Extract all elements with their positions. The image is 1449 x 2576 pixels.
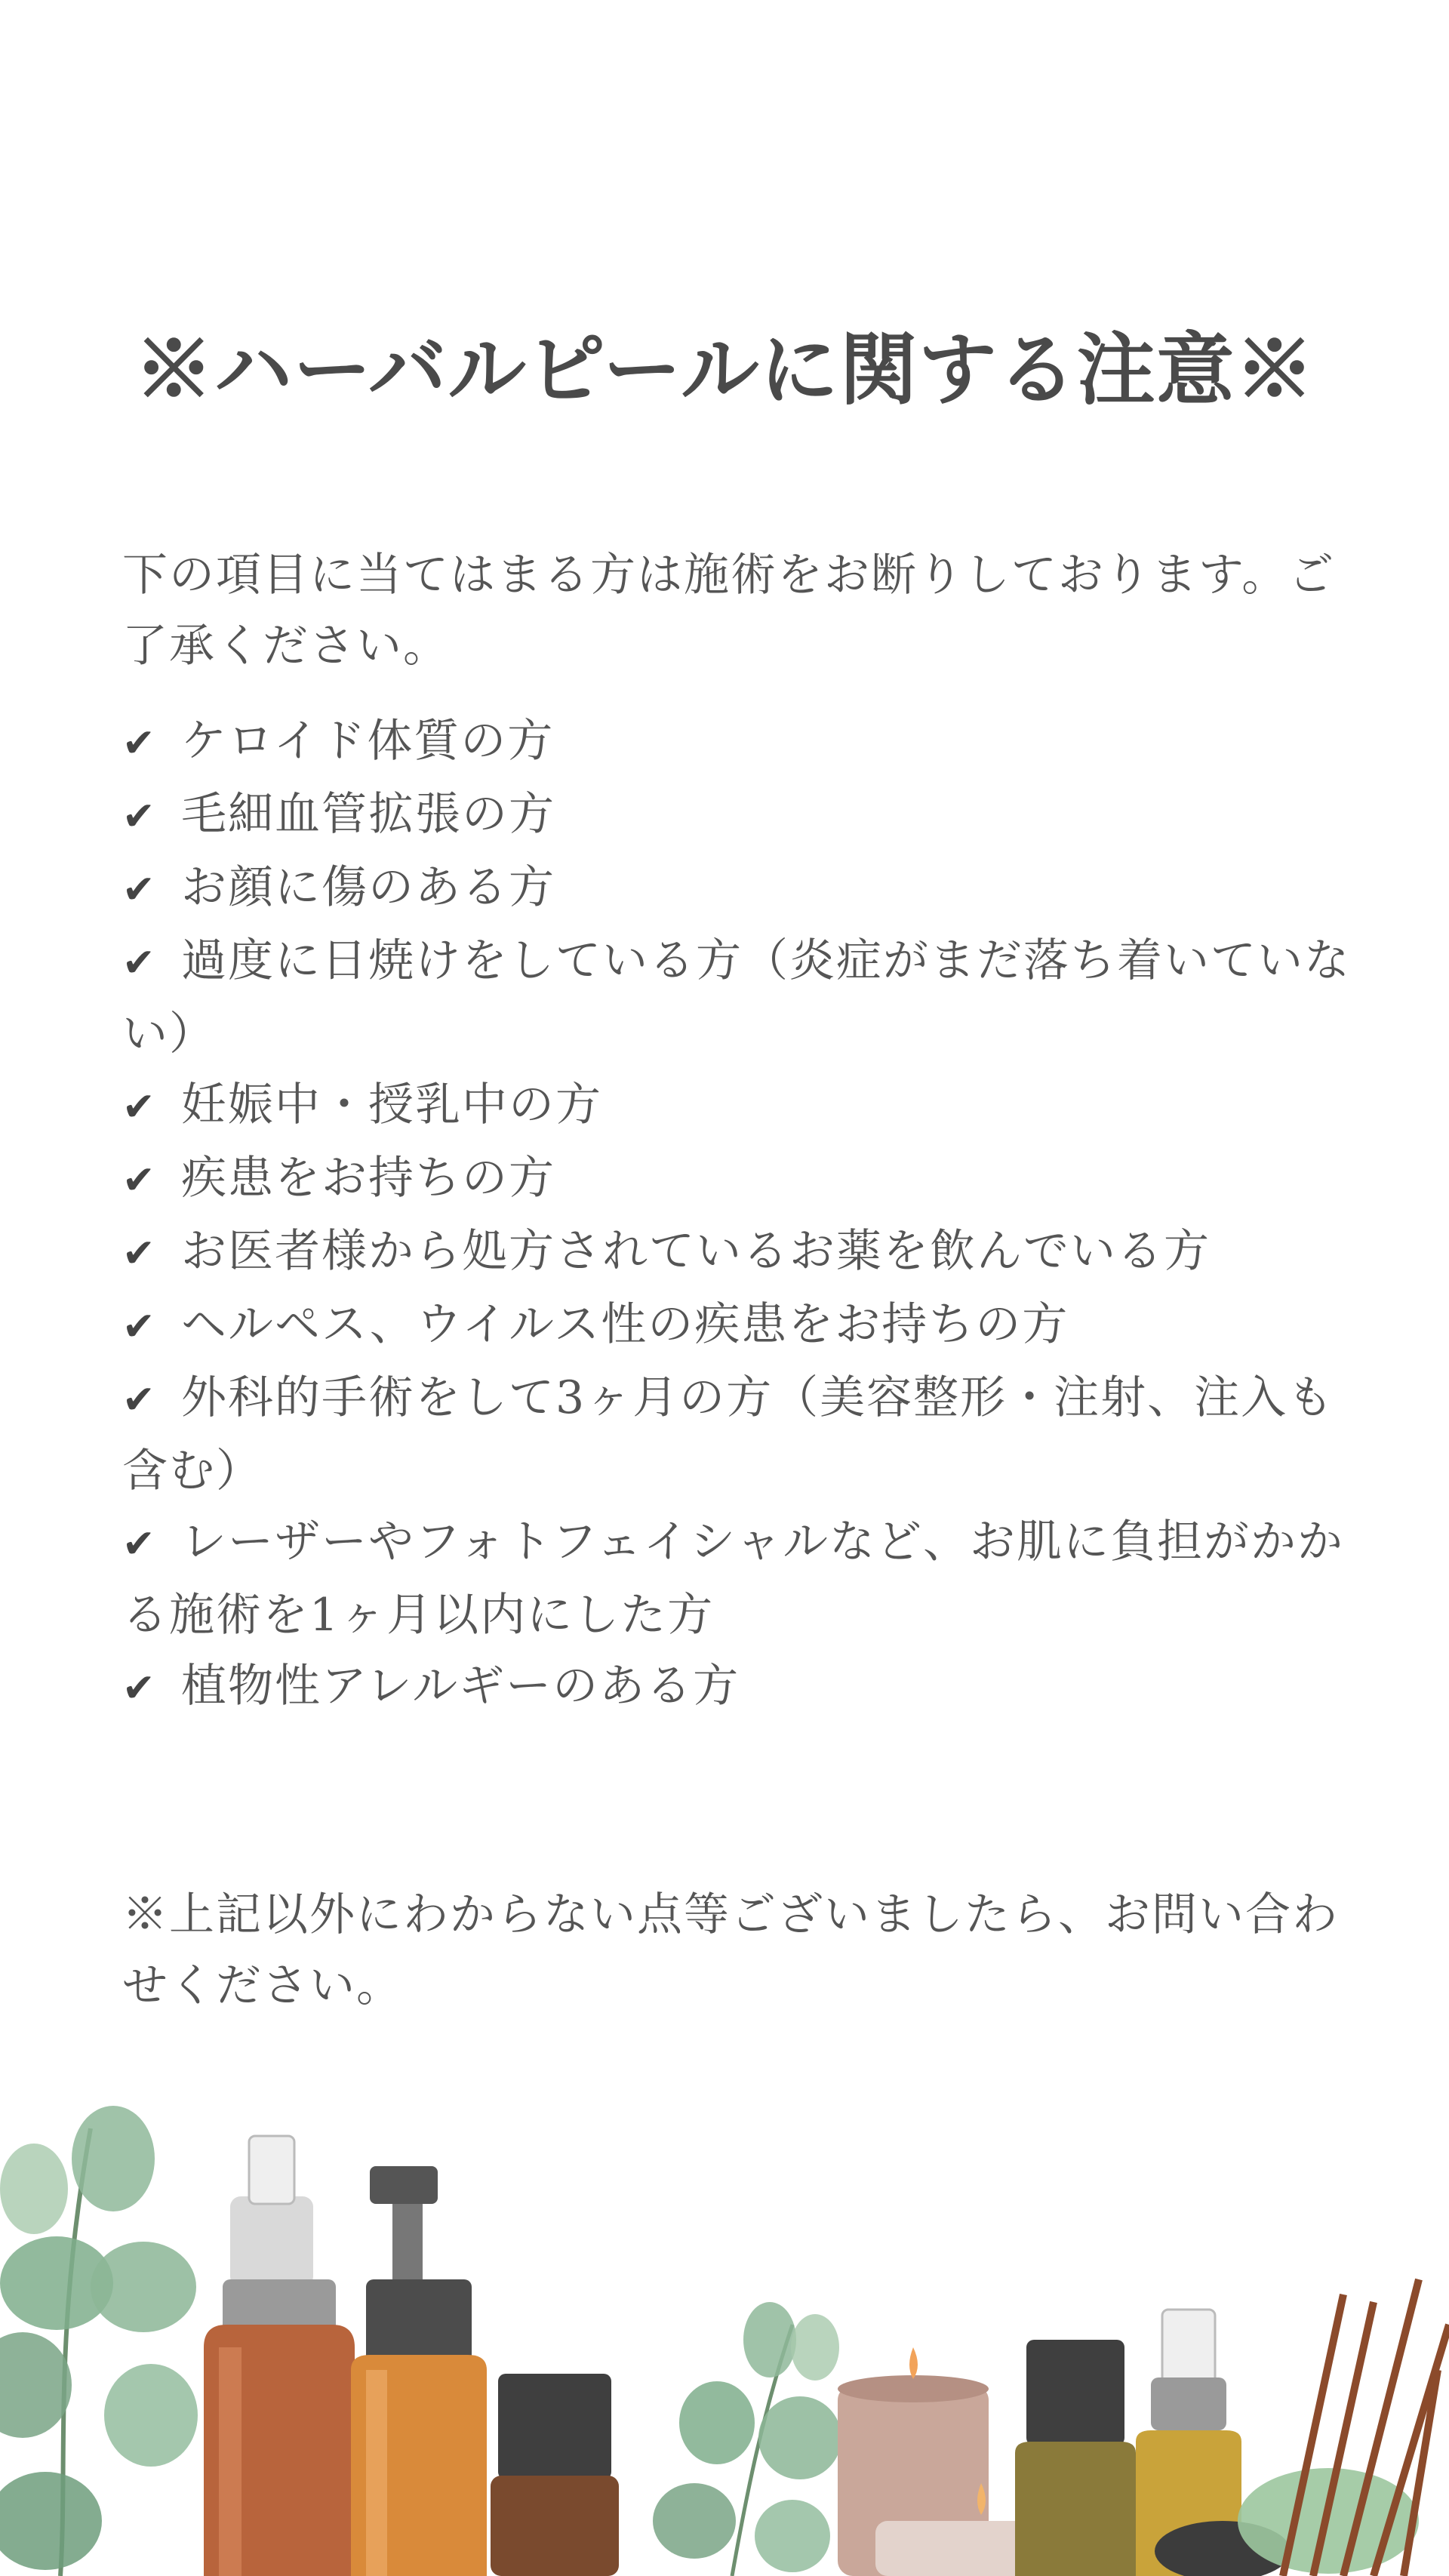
list-item [122, 925, 1360, 1069]
list-item-text: ケロイド体質の方 [181, 715, 555, 768]
exclusion-list [122, 706, 1360, 1724]
dropper-bottle-olive [1015, 2340, 1136, 2576]
check-icon: ✔ [122, 1158, 157, 1203]
check-icon: ✔ [122, 940, 157, 986]
check-icon: ✔ [122, 1666, 157, 1711]
check-icon: ✔ [122, 1377, 157, 1423]
list-item [122, 1069, 1360, 1143]
list-item [122, 1143, 1360, 1216]
list-item [122, 1651, 1360, 1724]
list-item [122, 852, 1360, 925]
list-item [122, 1362, 1360, 1507]
check-icon: ✔ [122, 1231, 157, 1276]
list-item [122, 1216, 1360, 1289]
pump-bottle [351, 2166, 487, 2576]
list-item [122, 706, 1360, 779]
list-item-text: お顔に傷のある方 [181, 861, 555, 914]
list-item-text: 外科的手術をして3ヶ月の方（美容整形・注射、注入も含む） [122, 1371, 1335, 1497]
check-icon: ✔ [122, 867, 157, 913]
check-icon: ✔ [122, 1304, 157, 1350]
page-title: ※ハーバルピールに関する注意※ [134, 322, 1315, 416]
list-item-text: 過度に日焼けをしている方（炎症がまだ落ち着いていない） [122, 934, 1351, 1060]
check-icon: ✔ [122, 1522, 157, 1567]
list-item-text: お医者様から処方されているお薬を飲んでいる方 [181, 1225, 1211, 1278]
eucalyptus-branch-left [0, 2106, 198, 2576]
check-icon: ✔ [122, 1085, 157, 1130]
list-item [122, 1289, 1360, 1362]
intro-text: 下の項目に当てはまる方は施術をお断りしております。ご了承ください。 [122, 549, 1336, 672]
eucalyptus-branch-center [653, 2302, 841, 2576]
check-icon: ✔ [122, 721, 157, 766]
list-item-text: 毛細血管拡張の方 [181, 788, 555, 841]
list-item [122, 779, 1360, 852]
list-item-text: 植物性アレルギーのある方 [181, 1660, 740, 1713]
list-item-text: 疾患をお持ちの方 [181, 1152, 555, 1205]
aromatherapy-illustration [0, 2098, 1449, 2576]
contact-note: ※上記以外にわからない点等ございましたら、お問い合わせください。 [122, 1888, 1339, 2012]
list-item-text: 妊娠中・授乳中の方 [181, 1079, 602, 1131]
list-item-text: ヘルペス、ウイルス性の疾患をお持ちの方 [181, 1298, 1069, 1351]
list-item [122, 1507, 1360, 1651]
list-item-text: レーザーやフォトフェイシャルなど、お肌に負担がかかる施術を1ヶ月以内にした方 [122, 1516, 1344, 1642]
spray-bottle-amber [204, 2136, 355, 2576]
dropper-bottle-dark [491, 2374, 619, 2576]
check-icon: ✔ [122, 794, 157, 839]
